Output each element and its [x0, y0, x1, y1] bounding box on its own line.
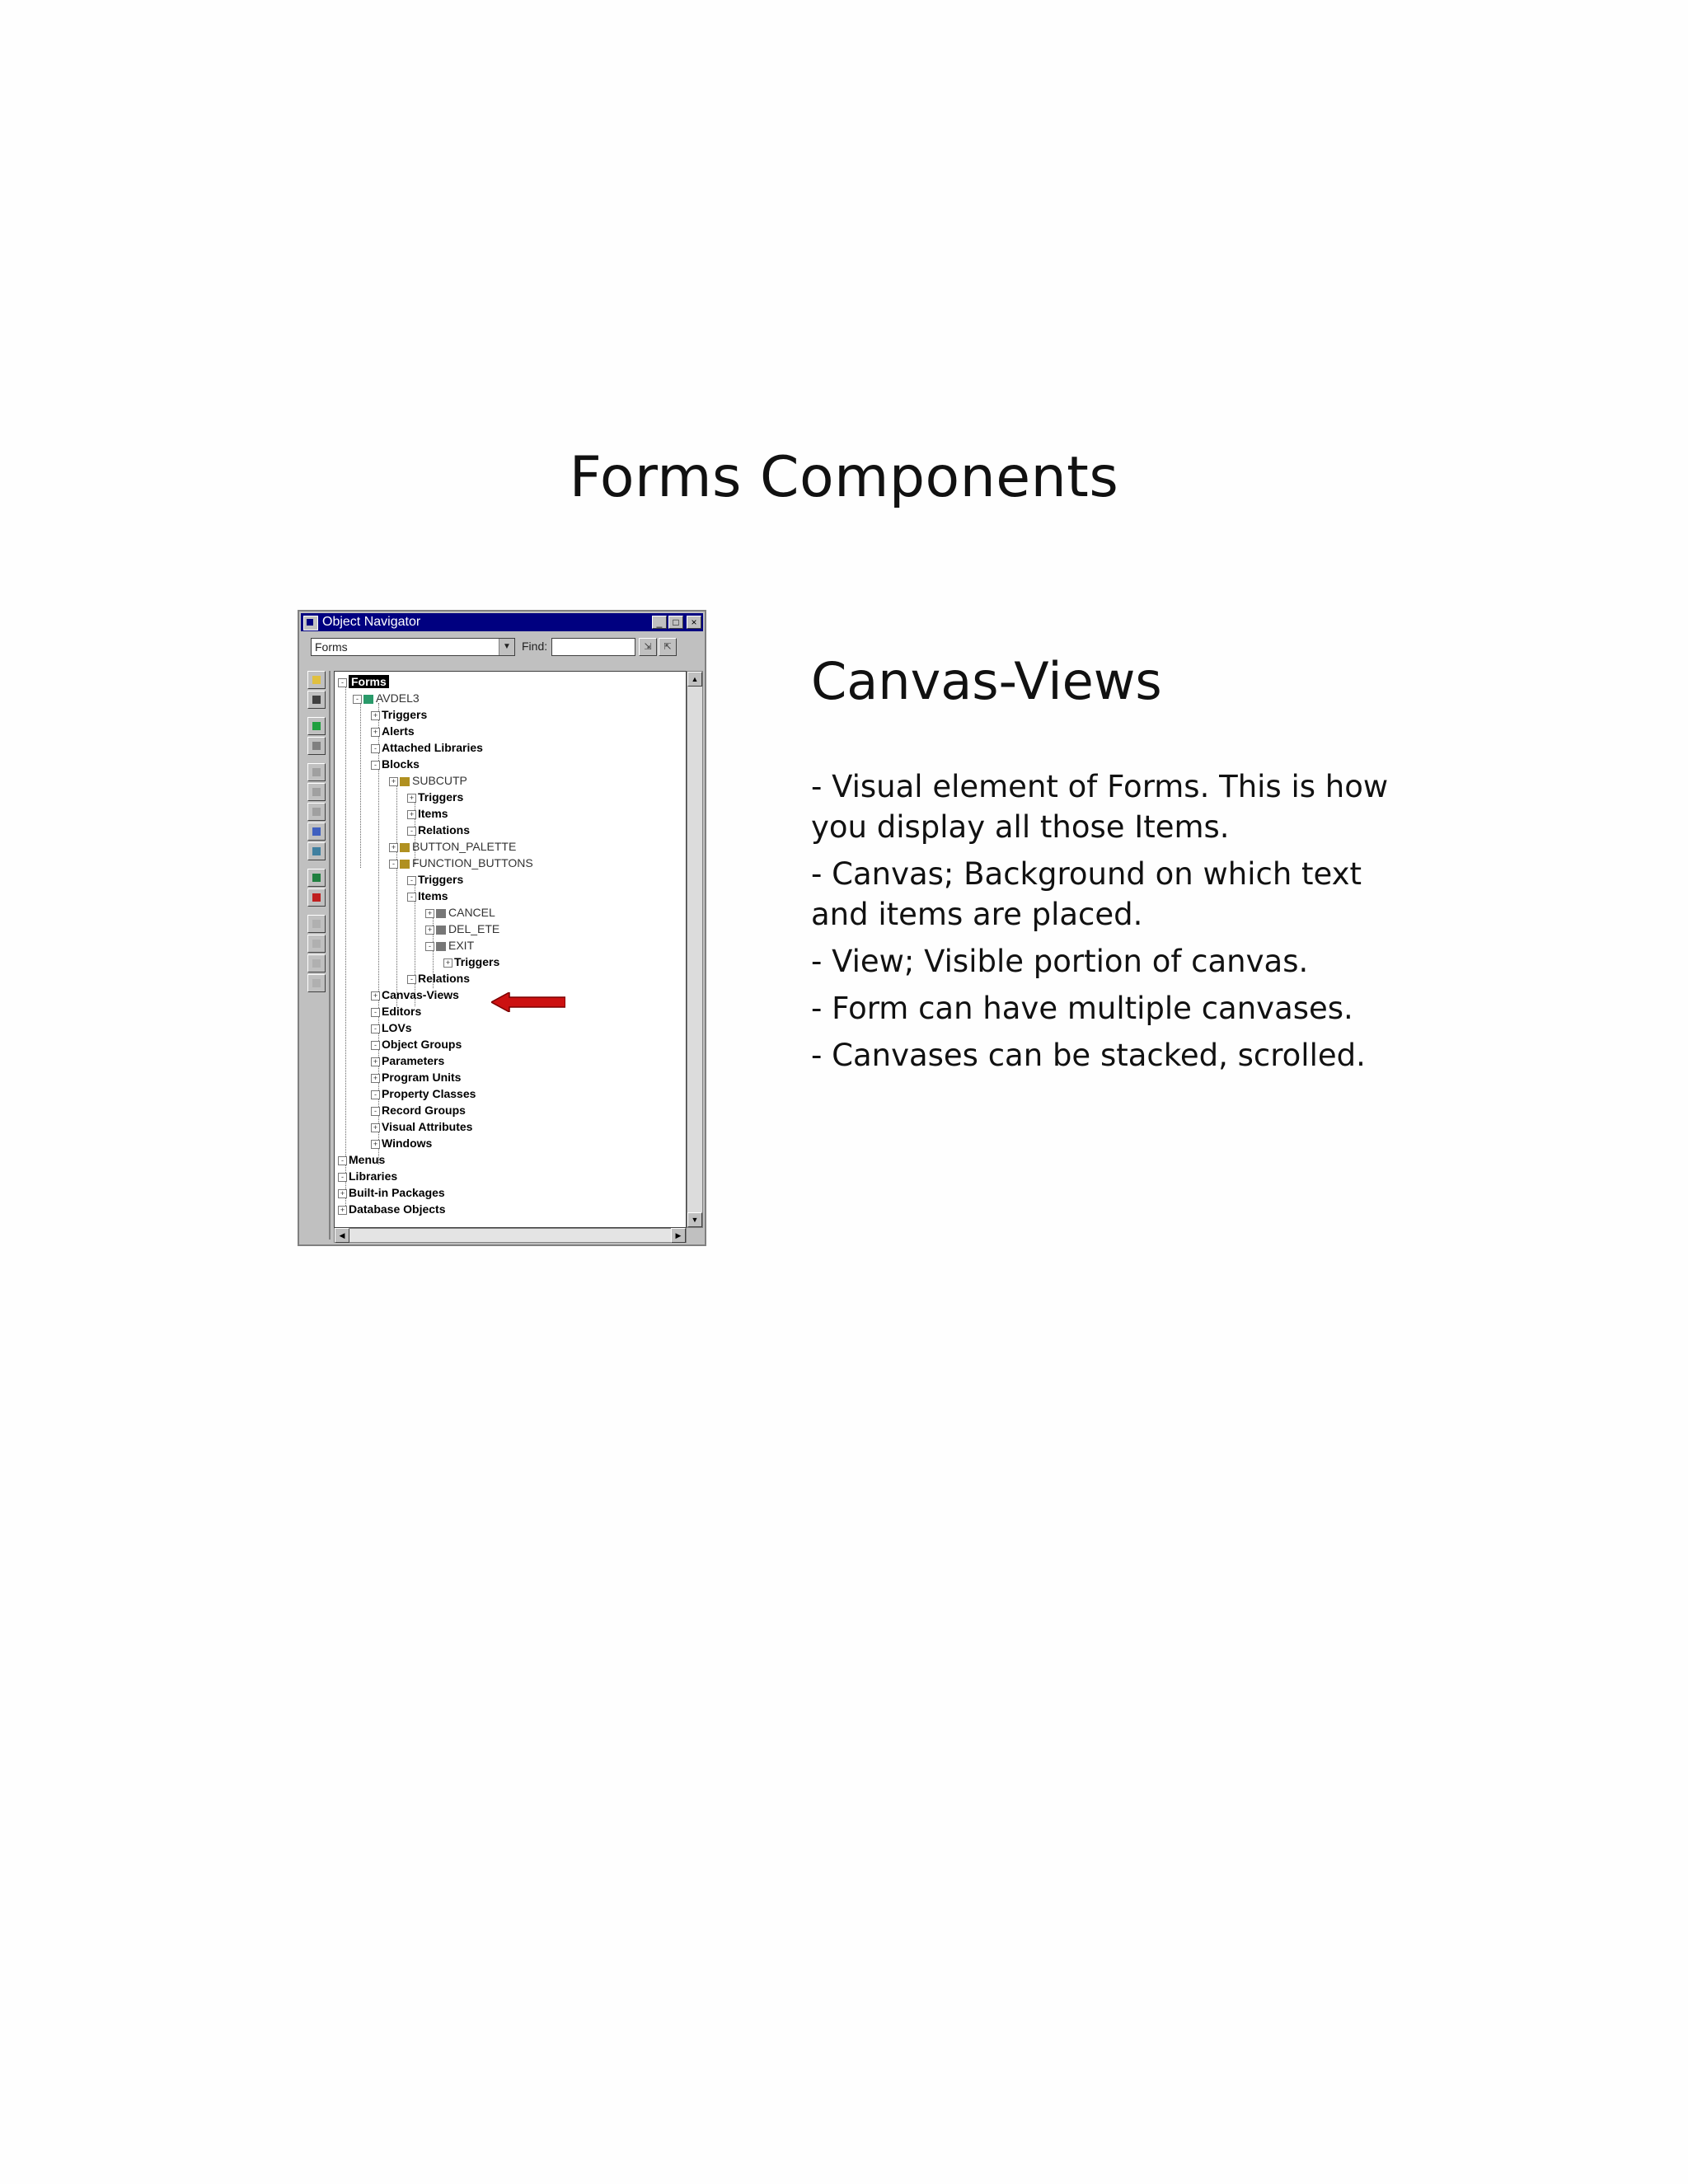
tree-node-label: Parameters [382, 1054, 445, 1067]
collapse-node-icon[interactable]: - [338, 1173, 347, 1182]
maximize-icon[interactable]: □ [668, 616, 683, 629]
collapse-node-icon[interactable]: - [353, 695, 362, 704]
scroll-up-icon[interactable]: ▲ [687, 672, 702, 687]
window-title: Object Navigator [322, 615, 421, 629]
copy-icon[interactable] [307, 783, 326, 801]
collapse-node-icon[interactable]: - [407, 975, 416, 984]
save-icon[interactable] [307, 691, 326, 709]
expand-node-icon[interactable]: + [371, 728, 380, 737]
collapse-all-icon[interactable] [307, 974, 326, 992]
collapse-node-icon[interactable]: - [371, 744, 380, 753]
expand-node-icon[interactable]: + [389, 777, 398, 786]
expand-icon[interactable] [307, 915, 326, 933]
tree-node-label: Forms [349, 675, 389, 688]
object-type-icon [436, 926, 446, 935]
tree-node-label: Visual Attributes [382, 1120, 473, 1133]
object-type-icon [363, 695, 373, 704]
collapse-node-icon[interactable]: - [371, 761, 380, 770]
tree-node[interactable] [425, 904, 495, 921]
tree-node[interactable] [371, 1036, 462, 1052]
expand-node-icon[interactable]: + [371, 991, 380, 1001]
bullet-list [811, 766, 1404, 1082]
tree-node[interactable] [371, 987, 459, 1003]
slide-title: Forms Components [569, 445, 1119, 510]
tree-node[interactable] [338, 673, 389, 690]
undo-icon[interactable] [307, 823, 326, 841]
run-icon[interactable] [307, 717, 326, 735]
vertical-toolbar [304, 671, 331, 1240]
tree-node-label: Menus [349, 1153, 386, 1166]
tree-node[interactable] [389, 772, 467, 789]
tree-node-label: Property Classes [382, 1087, 476, 1100]
find-label: Find: [522, 640, 548, 653]
find-prev-icon[interactable]: ⇱ [659, 638, 677, 656]
expand-node-icon[interactable]: + [425, 909, 434, 918]
collapse-node-icon[interactable]: - [338, 1156, 347, 1165]
collapse-node-icon[interactable]: - [407, 876, 416, 885]
tree-node[interactable] [371, 1052, 444, 1069]
tree-node[interactable] [407, 888, 448, 904]
tree-node-label: Built-in Packages [349, 1186, 445, 1199]
open-icon[interactable] [307, 671, 326, 689]
tree-node-label: Triggers [454, 955, 500, 968]
tree-node[interactable] [371, 723, 415, 739]
tree-node-label: SUBCUTP [412, 774, 467, 787]
tree-node[interactable] [371, 1069, 461, 1085]
tree-node[interactable] [371, 706, 427, 723]
close-icon[interactable]: × [687, 616, 701, 629]
object-navigator-window [298, 610, 706, 1246]
create-icon[interactable] [307, 869, 326, 887]
tree-node-label: Items [418, 807, 448, 820]
tree-node[interactable] [371, 739, 483, 756]
tree-node[interactable] [371, 1102, 466, 1118]
tree-node-label: AVDEL3 [376, 691, 420, 705]
tree-node-label: CANCEL [448, 906, 495, 919]
object-tree [334, 671, 687, 1228]
section-heading: Canvas-Views [811, 651, 1162, 711]
bullet-item: - Canvas; Background on which text and items are placed. [811, 856, 1362, 932]
object-type-icon [436, 942, 446, 951]
tree-node-label: EXIT [448, 939, 475, 952]
tree-node[interactable] [371, 1118, 472, 1135]
scroll-down-icon[interactable]: ▼ [687, 1212, 702, 1227]
object-type-value: Forms [315, 640, 348, 654]
expand-node-icon[interactable]: + [371, 1123, 380, 1132]
tree-node[interactable] [371, 1085, 476, 1102]
navigator-toolbar [301, 635, 703, 659]
tree-node-label: LOVs [382, 1021, 412, 1034]
tree-node[interactable] [407, 789, 463, 805]
expand-node-icon[interactable]: + [338, 1206, 347, 1215]
navigator-app-icon [303, 616, 318, 630]
tree-node-label: FUNCTION_BUTTONS [412, 856, 533, 869]
import-icon[interactable] [307, 842, 326, 860]
object-type-icon [400, 843, 410, 852]
collapse-node-icon[interactable]: - [371, 1107, 380, 1116]
tree-node-label: Program Units [382, 1071, 462, 1084]
tree-node-label: Blocks [382, 757, 420, 771]
collapse-node-icon[interactable]: - [425, 942, 434, 951]
tree-node-label: Relations [418, 972, 471, 985]
tree-node-label: Items [418, 889, 448, 902]
tree-node-label: Triggers [382, 708, 428, 721]
tree-node[interactable] [371, 756, 420, 772]
tree-node[interactable] [443, 954, 499, 970]
tree-node[interactable] [389, 855, 533, 871]
expand-node-icon[interactable]: + [371, 711, 380, 720]
tree-node-label: Database Objects [349, 1202, 446, 1216]
tree-node-label: Libraries [349, 1169, 398, 1183]
tree-node[interactable] [425, 937, 474, 954]
expand-node-icon[interactable]: + [371, 1140, 380, 1149]
scroll-left-icon[interactable]: ◀ [335, 1228, 349, 1243]
expand-node-icon[interactable]: + [389, 843, 398, 852]
expand-node-icon[interactable]: + [425, 926, 434, 935]
tree-node-label: Editors [382, 1005, 422, 1018]
collapse-node-icon[interactable]: - [371, 1008, 380, 1017]
delete-icon[interactable] [307, 888, 326, 907]
tree-node[interactable] [338, 1201, 446, 1217]
tree-node[interactable] [353, 690, 420, 706]
expand-node-icon[interactable]: + [371, 1057, 380, 1066]
collapse-node-icon[interactable]: - [371, 1090, 380, 1099]
expand-node-icon[interactable]: + [371, 1074, 380, 1083]
vertical-scrollbar[interactable] [687, 671, 703, 1228]
pointer-arrow-icon [491, 992, 565, 1012]
tree-node[interactable] [371, 1003, 421, 1019]
bullet-item: - Form can have multiple canvases. [811, 991, 1353, 1026]
bullet-item: - Visual element of Forms. This is how you display all those Items. [811, 769, 1389, 845]
bullet-item: - View; Visible portion of canvas. [811, 944, 1309, 979]
find-input[interactable] [551, 638, 635, 656]
tree-node-label: DEL_ETE [448, 922, 500, 935]
expand-all-icon[interactable] [307, 954, 326, 972]
tree-node-label: Canvas-Views [382, 988, 459, 1001]
paste-icon[interactable] [307, 803, 326, 821]
object-type-icon [400, 860, 410, 869]
tree-node[interactable] [371, 1019, 412, 1036]
tree-node-label: BUTTON_PALETTE [412, 840, 517, 853]
collapse-node-icon[interactable]: - [371, 1024, 380, 1033]
tree-node[interactable] [338, 1168, 397, 1184]
tree-node-label: Triggers [418, 873, 464, 886]
expand-node-icon[interactable]: + [443, 958, 452, 968]
object-type-icon [400, 777, 410, 786]
collapse-icon[interactable] [307, 935, 326, 953]
scroll-right-icon[interactable]: ▶ [671, 1228, 686, 1243]
find-next-icon[interactable]: ⇲ [639, 638, 657, 656]
tree-node[interactable] [407, 805, 448, 822]
tree-node-label: Attached Libraries [382, 741, 483, 754]
tree-node-label: Alerts [382, 724, 415, 738]
horizontal-scrollbar[interactable] [334, 1228, 687, 1243]
collapse-node-icon[interactable]: - [389, 860, 398, 869]
object-type-select[interactable] [311, 638, 515, 656]
tree-node[interactable] [407, 871, 463, 888]
tree-node-label: Triggers [418, 790, 464, 804]
tree-node[interactable] [407, 822, 470, 838]
cut-icon[interactable] [307, 763, 326, 781]
tree-node[interactable] [338, 1151, 385, 1168]
tree-node[interactable] [338, 1184, 445, 1201]
collapse-node-icon[interactable]: - [407, 827, 416, 836]
object-type-icon [436, 909, 446, 918]
collapse-node-icon[interactable]: - [371, 1041, 380, 1050]
chevron-down-icon[interactable]: ▼ [499, 639, 514, 655]
window-titlebar [301, 613, 703, 631]
tree-node-label: Windows [382, 1137, 433, 1150]
tree-node[interactable] [407, 970, 470, 987]
debug-icon[interactable] [307, 737, 326, 755]
bullet-item: - Canvases can be stacked, scrolled. [811, 1038, 1366, 1073]
tree-node[interactable] [425, 921, 499, 937]
tree-node[interactable] [371, 1135, 432, 1151]
collapse-node-icon[interactable]: - [407, 893, 416, 902]
expand-node-icon[interactable]: + [407, 794, 416, 803]
tree-node-label: Record Groups [382, 1104, 466, 1117]
minimize-icon[interactable]: _ [652, 616, 667, 629]
tree-node-label: Relations [418, 823, 471, 837]
tree-node-label: Object Groups [382, 1038, 462, 1051]
expand-node-icon[interactable]: + [407, 810, 416, 819]
collapse-node-icon[interactable]: - [338, 678, 347, 687]
tree-node[interactable] [389, 838, 516, 855]
expand-node-icon[interactable]: + [338, 1189, 347, 1198]
